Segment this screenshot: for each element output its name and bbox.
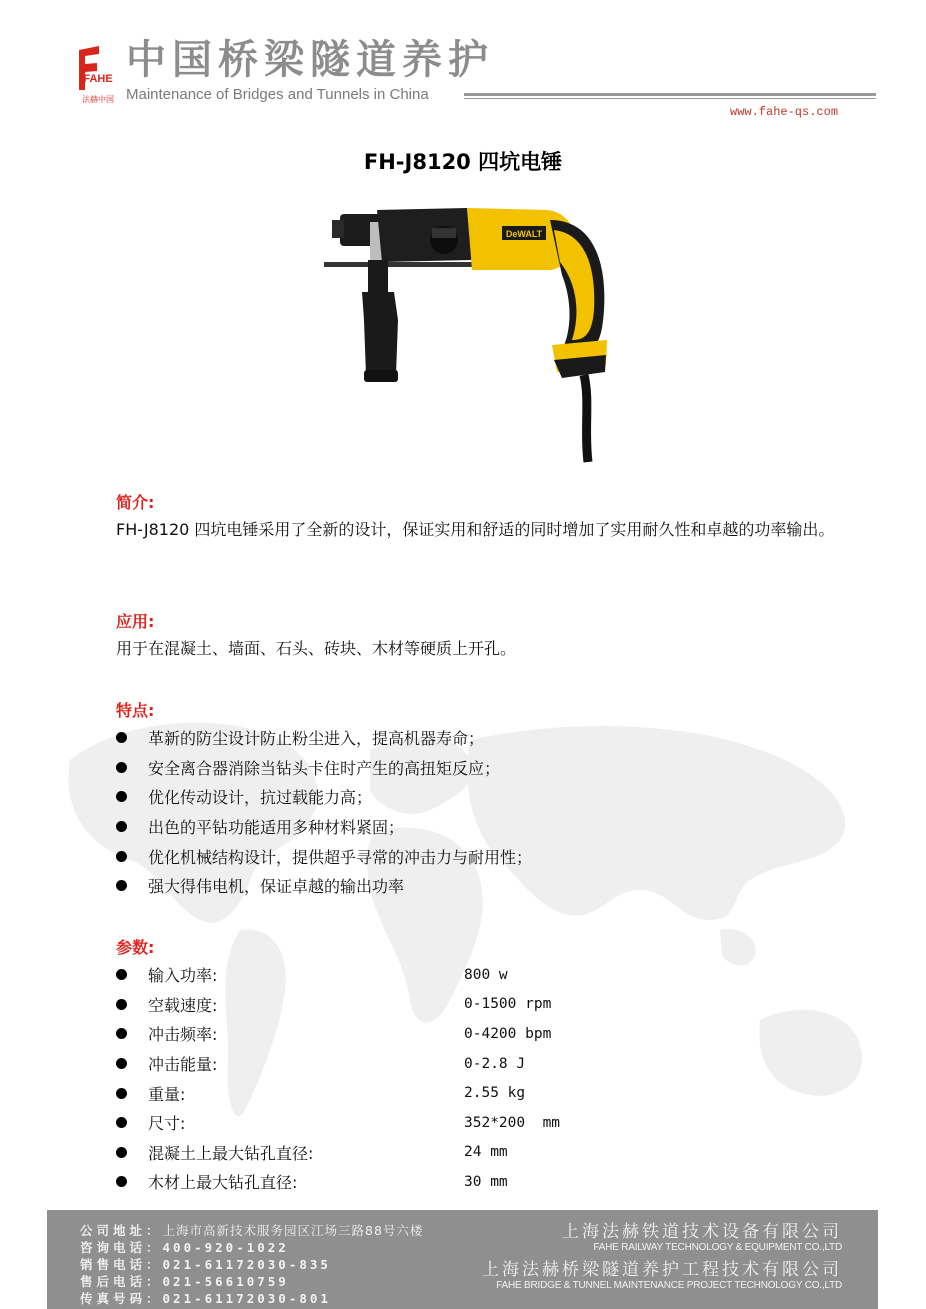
contact-label: 公司地址： xyxy=(80,1223,163,1238)
contact-row xyxy=(80,1256,423,1273)
spec-row xyxy=(116,1019,560,1049)
bullet-icon xyxy=(116,1028,127,1039)
page-title: FH-J8120 四坑电锤 xyxy=(363,150,563,174)
spec-label: 冲击频率: xyxy=(148,1025,218,1045)
list-item xyxy=(116,812,532,842)
contact-value: 021-61172030-835 xyxy=(162,1257,331,1272)
spec-row xyxy=(116,960,560,990)
intro-text: FH-J8120 四坑电锤采用了全新的设计，保证实用和舒适的同时增加了实用耐久性和卓越的功率输出。 xyxy=(116,520,835,539)
spec-value: 352*200 mm xyxy=(464,1114,561,1131)
logo-text: FAHE xyxy=(83,73,113,85)
footer xyxy=(47,1210,878,1309)
spec-value: 0-1500 rpm xyxy=(464,996,552,1013)
spec-value: 0-2.8 J xyxy=(464,1055,526,1072)
spec-row xyxy=(116,1167,560,1197)
list-item xyxy=(116,871,532,901)
features-heading: 特点: xyxy=(116,701,155,720)
spec-value: 0-4200 bpm xyxy=(464,1025,552,1042)
bullet-icon xyxy=(116,1058,127,1069)
feature-text: 优化机械结构设计，提供超乎寻常的冲击力与耐用性； xyxy=(148,847,533,867)
bullet-icon xyxy=(116,999,127,1010)
contact-value: 400-920-1022 xyxy=(162,1240,289,1255)
list-item xyxy=(116,841,532,871)
list-item xyxy=(116,782,532,812)
bullet-icon xyxy=(116,791,127,802)
spec-row xyxy=(116,990,560,1020)
footer-companies xyxy=(482,1222,842,1298)
bullet-icon xyxy=(116,732,127,743)
specs-list xyxy=(116,960,560,1197)
bullet-icon xyxy=(116,969,127,980)
contact-row xyxy=(80,1273,423,1290)
contact-row xyxy=(80,1290,423,1307)
bullet-icon xyxy=(116,1147,127,1158)
bullet-icon xyxy=(116,1088,127,1099)
contact-label: 销售电话： xyxy=(80,1257,163,1272)
contact-value: 上海市高新技术服务园区江场三路88号六楼 xyxy=(162,1223,424,1238)
feature-text: 安全离合器消除当钻头卡住时产生的高扭矩反应； xyxy=(148,758,501,778)
spec-value: 24 mm xyxy=(464,1144,508,1161)
contact-label: 咨询电话： xyxy=(80,1240,163,1255)
contact-value: 021-61172030-801 xyxy=(162,1291,331,1306)
bullet-icon xyxy=(116,1176,127,1187)
spec-row xyxy=(116,1108,560,1138)
company1-name-en: FAHE RAILWAY TECHNOLOGY & EQUIPMENT CO.,LTD xyxy=(593,1242,842,1253)
header-divider-thin xyxy=(464,98,876,99)
contact-row xyxy=(80,1222,423,1239)
feature-text: 出色的平钻功能适用多种材料紧固； xyxy=(148,818,405,838)
bullet-icon xyxy=(116,880,127,891)
application-text: 用于在混凝土、墙面、石头、砖块、木材等硬质上开孔。 xyxy=(116,639,517,658)
brand-label: DeWALT xyxy=(505,229,543,239)
bullet-icon xyxy=(116,762,127,773)
company2-name-cn: 上海法赫桥梁隧道养护工程技术有限公司 xyxy=(482,1260,842,1280)
feature-text: 优化传动设计，抗过载能力高； xyxy=(148,788,373,808)
spec-label: 输入功率: xyxy=(148,966,218,986)
features-list xyxy=(116,723,532,901)
spec-row xyxy=(116,1138,560,1168)
logo-caption: 法赫中国 xyxy=(82,95,114,104)
feature-text: 强大得伟电机，保证卓越的输出功率 xyxy=(148,877,405,897)
bullet-icon xyxy=(116,851,127,862)
fahe-logo xyxy=(77,44,119,106)
contact-label: 传真号码： xyxy=(80,1291,163,1306)
spec-label: 空载速度: xyxy=(148,995,218,1015)
contact-row xyxy=(80,1239,423,1256)
spec-label: 重量: xyxy=(148,1084,186,1104)
spec-row xyxy=(116,1078,560,1108)
bullet-icon xyxy=(116,821,127,832)
contact-value: 021-56610759 xyxy=(162,1274,289,1289)
header-subtitle: Maintenance of Bridges and Tunnels in China xyxy=(126,86,429,103)
company1-name-cn: 上海法赫铁道技术设备有限公司 xyxy=(562,1222,842,1242)
spec-value: 2.55 kg xyxy=(464,1085,526,1102)
spec-label: 尺寸: xyxy=(148,1114,186,1134)
footer-contacts xyxy=(80,1222,423,1307)
rotary-hammer-image xyxy=(322,200,612,468)
application-heading: 应用: xyxy=(116,612,155,631)
spec-label: 冲击能量: xyxy=(148,1055,218,1075)
specs-heading: 参数: xyxy=(116,938,155,957)
spec-value: 30 mm xyxy=(464,1173,508,1190)
intro-heading: 简介: xyxy=(116,493,155,512)
feature-text: 革新的防尘设计防止粉尘进入，提高机器寿命； xyxy=(148,729,485,749)
spec-label: 混凝土上最大钻孔直径: xyxy=(148,1143,314,1163)
list-item xyxy=(116,723,532,753)
bullet-icon xyxy=(116,1117,127,1128)
header-url[interactable]: www.fahe-qs.com xyxy=(730,105,839,119)
company2-name-en: FAHE BRIDGE & TUNNEL MAINTENANCE PROJECT TECHNOLOGY CO.,LTD xyxy=(496,1280,842,1291)
spec-value: 800 w xyxy=(464,966,508,983)
list-item xyxy=(116,753,532,783)
header-divider xyxy=(464,93,876,96)
header-title: 中国桥梁隧道养护 xyxy=(126,37,494,83)
contact-label: 售后电话： xyxy=(80,1274,163,1289)
spec-row xyxy=(116,1049,560,1079)
spec-label: 木材上最大钻孔直径: xyxy=(148,1173,298,1193)
